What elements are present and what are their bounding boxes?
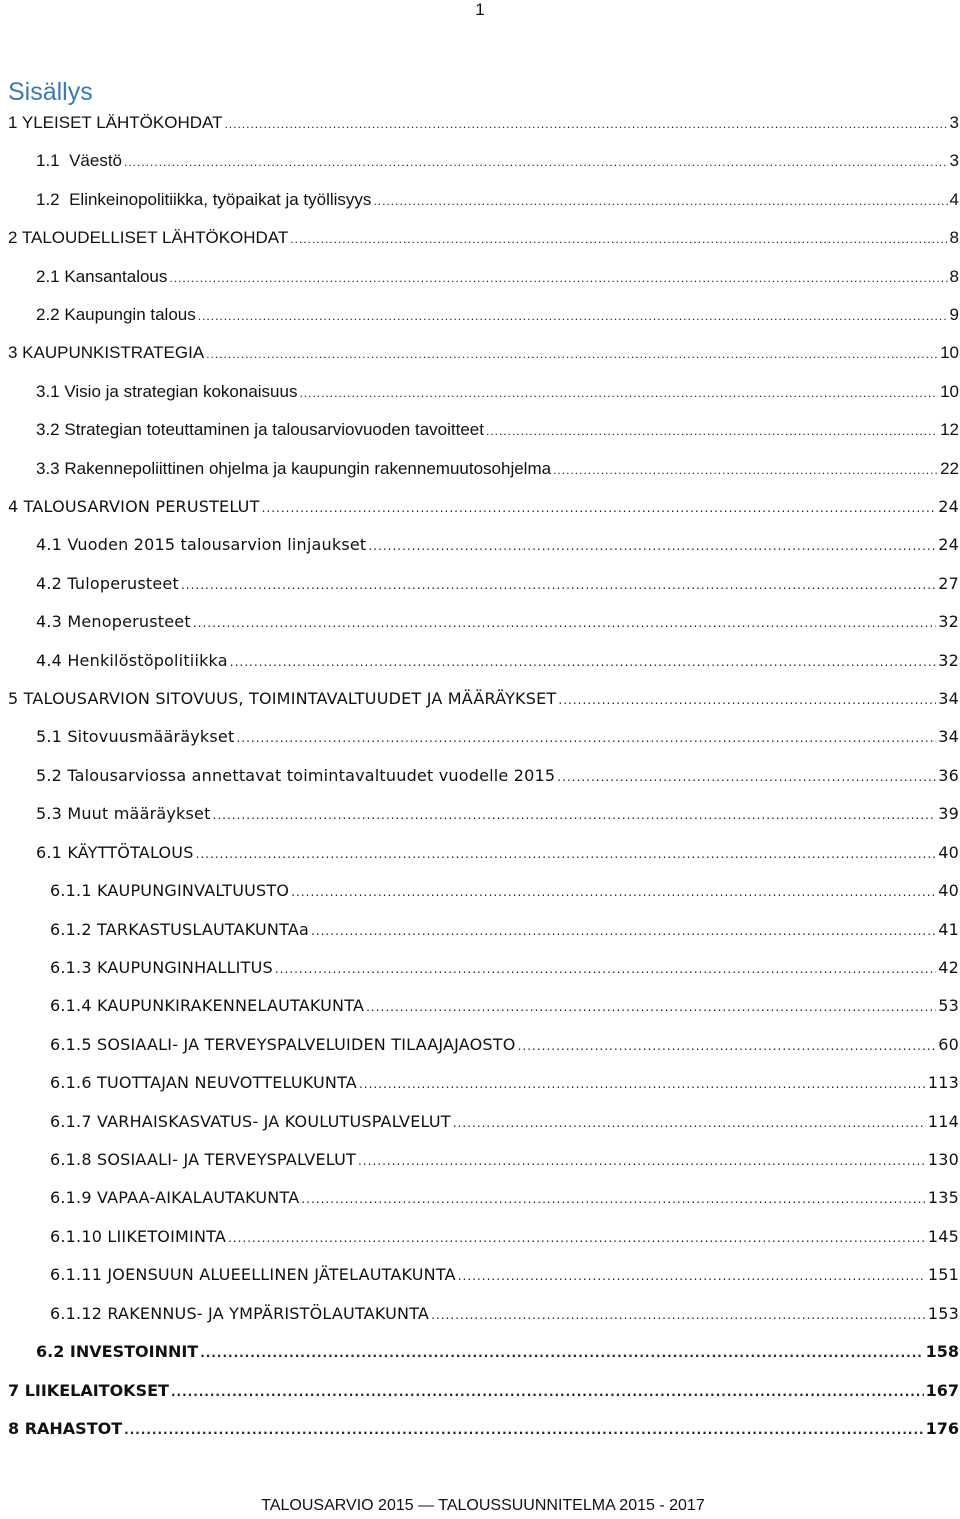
toc-entry[interactable] (36, 302, 959, 328)
dot-leader (181, 572, 936, 598)
toc-entry-text: 6.1.6 TUOTTAJAN NEUVOTTELUKUNTA (50, 1073, 357, 1092)
toc-entry[interactable] (50, 917, 959, 943)
toc-entry-text: 6.1 KÄYTTÖTALOUS (36, 843, 194, 862)
toc-entry-text: 3 KAUPUNKISTRATEGIA (8, 343, 205, 362)
toc-entry-text: 6.1.3 KAUPUNGINHALLITUS (50, 958, 273, 977)
toc-entry-text: 6.1.9 VAPAA-AIKALAUTAKUNTA (50, 1188, 300, 1207)
toc-entry-text: 6.1.5 SOSIAALI- JA TERVEYSPALVELUIDEN TILAAJAJAOSTO (50, 1035, 516, 1054)
dot-leader (458, 1263, 926, 1289)
toc-entry[interactable] (36, 763, 959, 789)
toc-entry-page: 34 (938, 689, 959, 708)
dot-leader (453, 1110, 926, 1136)
toc-title: Sisällys (8, 78, 93, 106)
toc-entry[interactable] (36, 379, 959, 405)
dot-leader (366, 994, 936, 1020)
toc-entry[interactable] (36, 532, 959, 558)
dot-leader (275, 956, 936, 982)
toc-entry-text: 2.1 Kansantalous (36, 267, 168, 286)
toc-entry[interactable] (50, 1262, 959, 1288)
toc-entry-page: 24 (938, 497, 959, 516)
toc-entry-text: 3.3 Rakennepoliittinen ohjelma ja kaupungin rakennemuutosohjelma (36, 459, 552, 478)
toc-entry-text: 4.2 Tuloperusteet (36, 574, 179, 593)
dot-leader (230, 649, 936, 675)
toc-entry-page: 167 (925, 1381, 959, 1400)
toc-entry-page: 40 (938, 843, 959, 862)
toc-entry-text: 5.2 Talousarviossa annettavat toimintavaltuudet vuodelle 2015 (36, 766, 556, 785)
dot-leader (358, 1148, 926, 1174)
toc-entry[interactable] (36, 571, 959, 597)
dot-leader (291, 879, 936, 905)
dot-leader (200, 1340, 923, 1366)
toc-entry-page: 3 (949, 151, 959, 170)
dot-leader (373, 188, 947, 214)
toc-entry-text: 3.1 Visio ja strategian kokonaisuus (36, 382, 298, 401)
toc-entry[interactable] (50, 993, 959, 1019)
toc-entry-page: 8 (949, 228, 959, 247)
dot-leader (124, 1417, 923, 1443)
toc-entry-page: 41 (938, 920, 959, 939)
toc-entry-page: 135 (927, 1188, 959, 1207)
toc-entry[interactable] (50, 1147, 959, 1173)
toc-entry-text: 6.1.7 VARHAISKASVATUS- JA KOULUTUSPALVELUT (50, 1112, 451, 1131)
dot-leader (368, 533, 936, 559)
toc-entry[interactable] (50, 1224, 959, 1250)
toc-entry-page: 151 (927, 1265, 959, 1284)
toc-entry[interactable] (36, 187, 959, 213)
toc-entry-text: 8 RAHASTOT (8, 1419, 123, 1438)
toc-entry[interactable] (36, 264, 959, 290)
toc-entry-page: 113 (927, 1073, 959, 1092)
toc-entry[interactable] (36, 1339, 959, 1365)
dot-leader (228, 1225, 926, 1251)
toc-entry-page: 24 (938, 535, 959, 554)
toc-entry[interactable] (8, 494, 959, 520)
toc-entry[interactable] (50, 1301, 959, 1327)
toc-entry[interactable] (8, 1378, 959, 1404)
dot-leader (213, 802, 937, 828)
toc-entry-page: 10 (940, 343, 959, 362)
toc-entry[interactable] (36, 417, 959, 443)
toc-entry-text: 6.1.2 TARKASTUSLAUTAKUNTAa (50, 920, 309, 939)
dot-leader (236, 725, 936, 751)
dot-leader (198, 303, 948, 329)
dot-leader (224, 111, 947, 137)
toc-entry-page: 4 (949, 190, 959, 209)
toc-entry[interactable] (50, 878, 959, 904)
toc-entry[interactable] (50, 955, 959, 981)
dot-leader (431, 1302, 926, 1328)
dot-leader (169, 265, 947, 291)
toc-entry-page: 32 (938, 651, 959, 670)
toc-entry-text: 6.1.10 LIIKETOIMINTA (50, 1227, 226, 1246)
toc-entry-page: 22 (940, 459, 959, 478)
toc-entry-page: 130 (927, 1150, 959, 1169)
toc-entry-text: 2 TALOUDELLISET LÄHTÖKOHDAT (8, 228, 289, 247)
page-number: 1 (475, 0, 485, 19)
toc-entry-page: 36 (938, 766, 959, 785)
dot-leader (486, 418, 938, 444)
footer-text: TALOUSARVIO 2015 — TALOUSSUUNNITELMA 2015 - 2017 (261, 1497, 705, 1514)
toc-entry-text: 6.1.11 JOENSUUN ALUEELLINEN JÄTELAUTAKUNTA (50, 1265, 456, 1284)
toc-entry[interactable] (36, 801, 959, 827)
toc-entry-page: 8 (949, 267, 959, 286)
toc-entry-page: 145 (927, 1227, 959, 1246)
toc-entry-text: 2.2 Kaupungin talous (36, 305, 196, 324)
toc-entry-text: 6.1.12 RAKENNUS- JA YMPÄRISTÖLAUTAKUNTA (50, 1304, 430, 1323)
toc-entry[interactable] (36, 456, 959, 482)
toc-entry[interactable] (50, 1032, 959, 1058)
toc-entry-text: 6.1.8 SOSIAALI- JA TERVEYSPALVELUT (50, 1150, 357, 1169)
toc-entry-page: 10 (940, 382, 959, 401)
dot-leader (311, 918, 936, 944)
toc-entry-page: 27 (938, 574, 959, 593)
toc-entry-page: 40 (938, 881, 959, 900)
toc-entry-text: 5.1 Sitovuusmääräykset (36, 727, 235, 746)
toc-entry-text: 1.1 Väestö (36, 151, 123, 170)
toc-entry-text: 5 TALOUSARVION SITOVUUS, TOIMINTAVALTUUDET JA MÄÄRÄYKSET (8, 689, 557, 708)
toc-entry[interactable] (8, 340, 959, 366)
toc-entry-text: 6.1.4 KAUPUNKIRAKENNELAUTAKUNTA (50, 996, 365, 1015)
dot-leader (359, 1071, 926, 1097)
toc-entry-page: 53 (938, 996, 959, 1015)
toc-entry[interactable] (50, 1185, 959, 1211)
dot-leader (301, 1186, 926, 1212)
toc-entry[interactable] (8, 225, 959, 251)
toc-entry-text: 1.2 Elinkeinopolitiikka, työpaikat ja työllisyys (36, 190, 372, 209)
toc-entry[interactable] (36, 648, 959, 674)
toc-entry-text: 4.4 Henkilöstöpolitiikka (36, 651, 228, 670)
toc-entry[interactable] (8, 1416, 959, 1442)
toc-entry-page: 114 (927, 1112, 959, 1131)
page-footer (0, 1496, 960, 1516)
toc-entry-text: 4.1 Vuoden 2015 talousarvion linjaukset (36, 535, 367, 554)
toc-entry-page: 12 (940, 420, 959, 439)
toc-entry-page: 34 (938, 727, 959, 746)
toc-entry[interactable] (36, 609, 959, 635)
toc-entry[interactable] (8, 110, 959, 136)
toc-entry-page: 60 (938, 1035, 959, 1054)
toc-entry-page: 32 (938, 612, 959, 631)
dot-leader (557, 764, 936, 790)
toc-entry[interactable] (36, 148, 959, 174)
toc-entry-page: 9 (949, 305, 959, 324)
toc-entry-text: 4.3 Menoperusteet (36, 612, 191, 631)
toc-entry-page: 158 (925, 1342, 959, 1361)
toc-entry-text: 6.2 INVESTOINNIT (36, 1342, 199, 1361)
dot-leader (290, 226, 947, 252)
toc-entry-page: 42 (938, 958, 959, 977)
dot-leader (299, 380, 938, 406)
dot-leader (193, 610, 936, 636)
toc-entry-text: 3.2 Strategian toteuttaminen ja talousarviovuoden tavoitteet (36, 420, 484, 439)
toc-entry-page: 153 (927, 1304, 959, 1323)
dot-leader (553, 457, 938, 483)
toc-entry[interactable] (50, 1109, 959, 1135)
toc-entry-page: 39 (938, 804, 959, 823)
toc-entry-page: 3 (949, 113, 959, 132)
dot-leader (518, 1033, 937, 1059)
dot-leader (124, 149, 948, 175)
toc-entry-text: 4 TALOUSARVION PERUSTELUT (8, 497, 260, 516)
dot-leader (196, 841, 937, 867)
dot-leader (206, 341, 938, 367)
toc-entry[interactable] (50, 1070, 959, 1096)
dot-leader (558, 687, 936, 713)
dot-leader (171, 1379, 924, 1405)
toc-entry-text: 6.1.1 KAUPUNGINVALTUUSTO (50, 881, 290, 900)
dot-leader (262, 495, 937, 521)
toc-entry-text: 5.3 Muut määräykset (36, 804, 211, 823)
toc-entry[interactable] (36, 840, 959, 866)
toc-entry-text: 1 YLEISET LÄHTÖKOHDAT (8, 113, 223, 132)
toc-entry[interactable] (36, 724, 959, 750)
toc-entry-page: 176 (925, 1419, 959, 1438)
toc-entry-text: 7 LIIKELAITOKSET (8, 1381, 169, 1400)
toc-entry[interactable] (8, 686, 959, 712)
